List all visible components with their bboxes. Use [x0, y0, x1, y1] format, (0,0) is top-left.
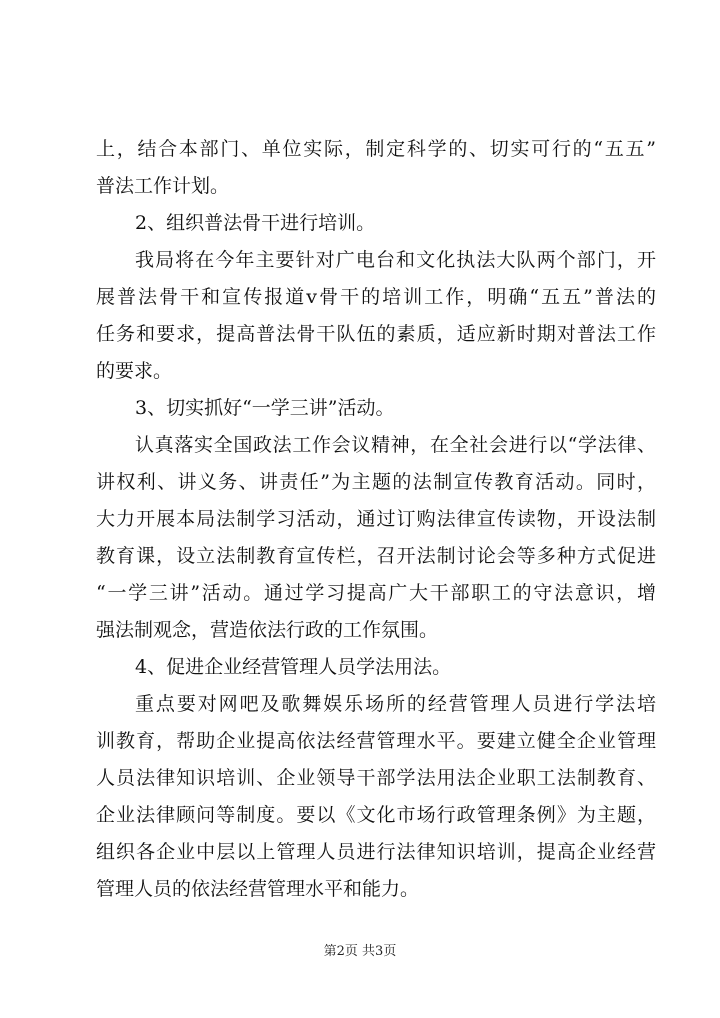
text-line: 认真落实全国政法工作会议精神，在全社会进行以“学法律、 — [135, 434, 656, 456]
text-line: 的要求。 — [96, 360, 173, 382]
text-line: 我局将在今年主要针对广电台和文化执法大队两个部门，开 — [135, 249, 656, 271]
text-line: 重点要对网吧及歌舞娱乐场所的经营管理人员进行学法培 — [135, 693, 656, 715]
text-line: 讲权利、讲义务、讲责任”为主题的法制宣传教育活动。同时， — [96, 471, 656, 493]
page-number-footer: 第2页 共3页 — [323, 944, 397, 959]
text-line: “一学三讲”活动。通过学习提高广大干部职工的守法意识，增 — [96, 582, 656, 604]
text-line: 展普法骨干和宣传报道v骨干的培训工作，明确“五五”普法的 — [96, 286, 656, 308]
text-line: 强法制观念，营造依法行政的工作氛围。 — [96, 619, 439, 641]
text-line: 人员法律知识培训、企业领导干部学法用法企业职工法制教育、 — [96, 767, 656, 789]
section-heading: 3、切实抓好“一学三讲”活动。 — [135, 397, 395, 419]
text-line: 管理人员的依法经营管理水平和能力。 — [96, 878, 420, 900]
text-line: 训教育，帮助企业提高依法经营管理水平。要建立健全企业管理 — [96, 730, 656, 752]
text-line: 大力开展本局法制学习活动，通过订购法律宣传读物，开设法制 — [96, 508, 656, 530]
text-line: 组织各企业中层以上管理人员进行法律知识培训，提高企业经营 — [96, 841, 656, 863]
section-heading: 2、组织普法骨干进行培训。 — [135, 212, 376, 234]
text-line: 教育课，设立法制教育宣传栏，召开法制讨论会等多种方式促进 — [96, 545, 656, 567]
text-line: 企业法律顾问等制度。要以《文化市场行政管理条例》为主题， — [96, 804, 656, 826]
section-heading: 4、促进企业经营管理人员学法用法。 — [135, 656, 452, 678]
text-line: 任务和要求，提高普法骨干队伍的素质，适应新时期对普法工作 — [96, 323, 656, 345]
text-line: 普法工作计划。 — [96, 175, 230, 197]
text-line: 上，结合本部门、单位实际，制定科学的、切实可行的“五五” — [96, 138, 656, 160]
